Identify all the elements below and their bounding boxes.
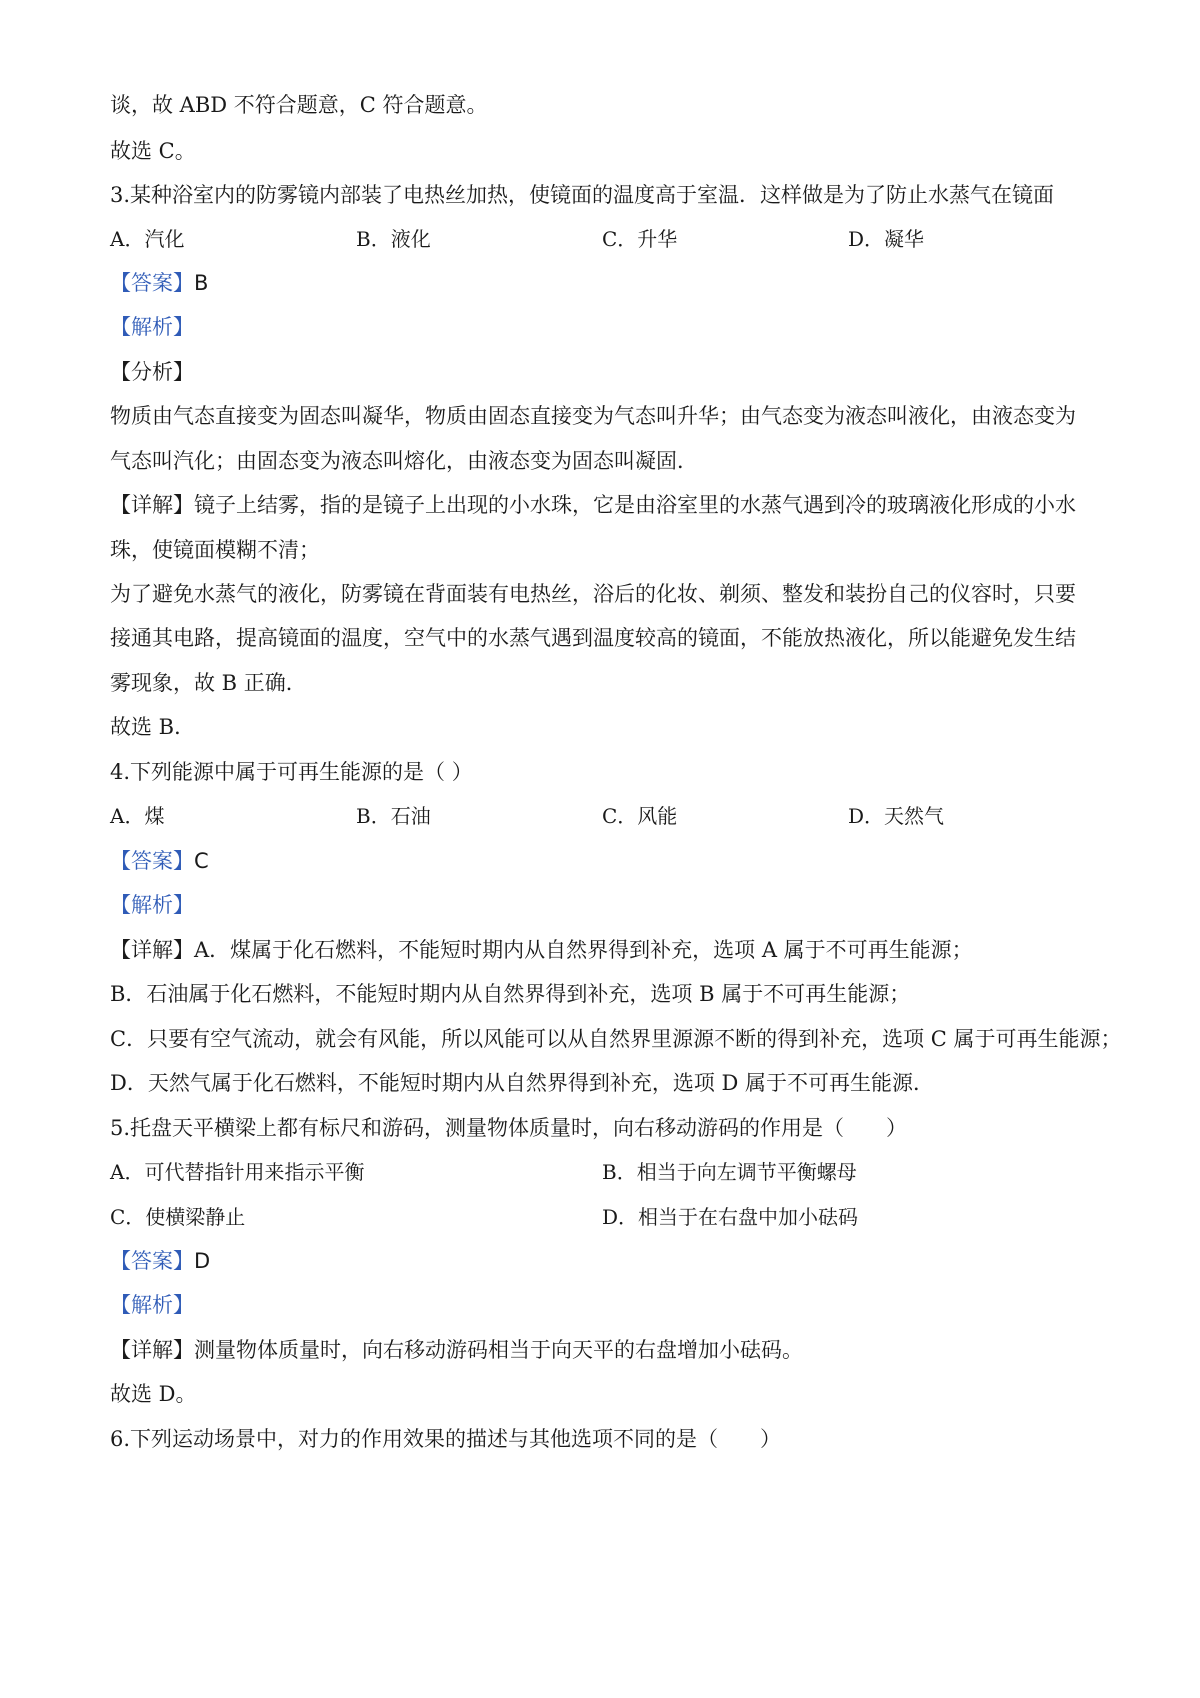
question-4: 4.下列能源中属于可再生能源的是（ ） [110,760,473,784]
question-6: 6.下列运动场景中，对力的作用效果的描述与其他选项不同的是（ ） [110,1427,782,1451]
q5-answer [110,1246,210,1276]
q3-option-d: D．凝华 [848,227,925,251]
q5-jiexi-tag: 【解析】 [110,1293,194,1317]
text-line: 故选 B． [110,715,196,739]
text-line: B．石油属于化石燃料，不能短时期内从自然界得到补充，选项 B 属于不可再生能源； [110,982,911,1006]
text-line: 珠，使镜面模糊不清； [110,538,320,562]
text-line: 【详解】测量物体质量时，向右移动游码相当于向天平的右盘增加小砝码。 [110,1338,803,1362]
answer-value: B [194,271,209,295]
q5-option-b: B．相当于向左调节平衡螺母 [602,1160,857,1184]
text-line: 故选 C。 [110,139,196,163]
text-line: C．只要有空气流动，就会有风能，所以风能可以从自然界里源源不断的得到补充，选项 C 属于可再生能源； [110,1027,1122,1051]
q4-jiexi-tag: 【解析】 [110,893,194,917]
text-line: 气态叫汽化；由固态变为液态叫熔化，由液态变为固态叫凝固． [110,449,698,473]
text-line: 雾现象，故 B 正确． [110,671,307,695]
question-5: 5.托盘天平横梁上都有标尺和游码，测量物体质量时，向右移动游码的作用是（ ） [110,1116,908,1140]
q4-option-a: A．煤 [110,804,165,828]
text-line: 故选 D。 [110,1382,197,1406]
q5-option-d: D．相当于在右盘中加小砝码 [602,1205,859,1229]
q4-option-b: B．石油 [356,804,431,828]
q3-fenxi-tag: 【分析】 [110,360,194,384]
text-line: 【详解】A．煤属于化石燃料，不能短时期内从自然界得到补充，选项 A 属于不可再生能源； [110,938,973,962]
answer-value: D [194,1249,211,1273]
q4-option-d: D．天然气 [848,804,945,828]
q3-answer [110,268,208,298]
q5-option-c: C．使横梁静止 [110,1205,246,1229]
answer-tag: 【答案】 [110,849,194,873]
q3-option-c: C．升华 [602,227,678,251]
q4-option-c: C．风能 [602,804,678,828]
text-line: 【详解】镜子上结雾，指的是镜子上出现的小水珠，它是由浴室里的水蒸气遇到冷的玻璃液化形成的小水 [110,493,1076,517]
answer-tag: 【答案】 [110,1249,194,1273]
q5-option-a: A．可代替指针用来指示平衡 [110,1160,365,1184]
answer-value: C [194,849,209,873]
text-line: 接通其电路，提高镜面的温度，空气中的水蒸气遇到温度较高的镜面，不能放热液化，所以能避免发生结 [110,626,1076,650]
text-line: 谈，故 ABD 不符合题意，C 符合题意。 [110,93,488,117]
q3-option-a: A．汽化 [110,227,185,251]
q3-jiexi-tag: 【解析】 [110,315,194,339]
answer-tag: 【答案】 [110,271,194,295]
text-line: D．天然气属于化石燃料，不能短时期内从自然界得到补充，选项 D 属于不可再生能源． [110,1071,935,1095]
q4-answer [110,846,209,876]
text-line: 物质由气态直接变为固态叫凝华，物质由固态直接变为气态叫升华；由气态变为液态叫液化，由液态变为 [110,404,1076,428]
text-line: 为了避免水蒸气的液化，防雾镜在背面装有电热丝，浴后的化妆、剃须、整发和装扮自己的仪容时，只要 [110,582,1076,606]
question-3: 3.某种浴室内的防雾镜内部装了电热丝加热，使镜面的温度高于室温．这样做是为了防止水蒸气在镜面 [110,183,1055,207]
q3-option-b: B．液化 [356,227,431,251]
